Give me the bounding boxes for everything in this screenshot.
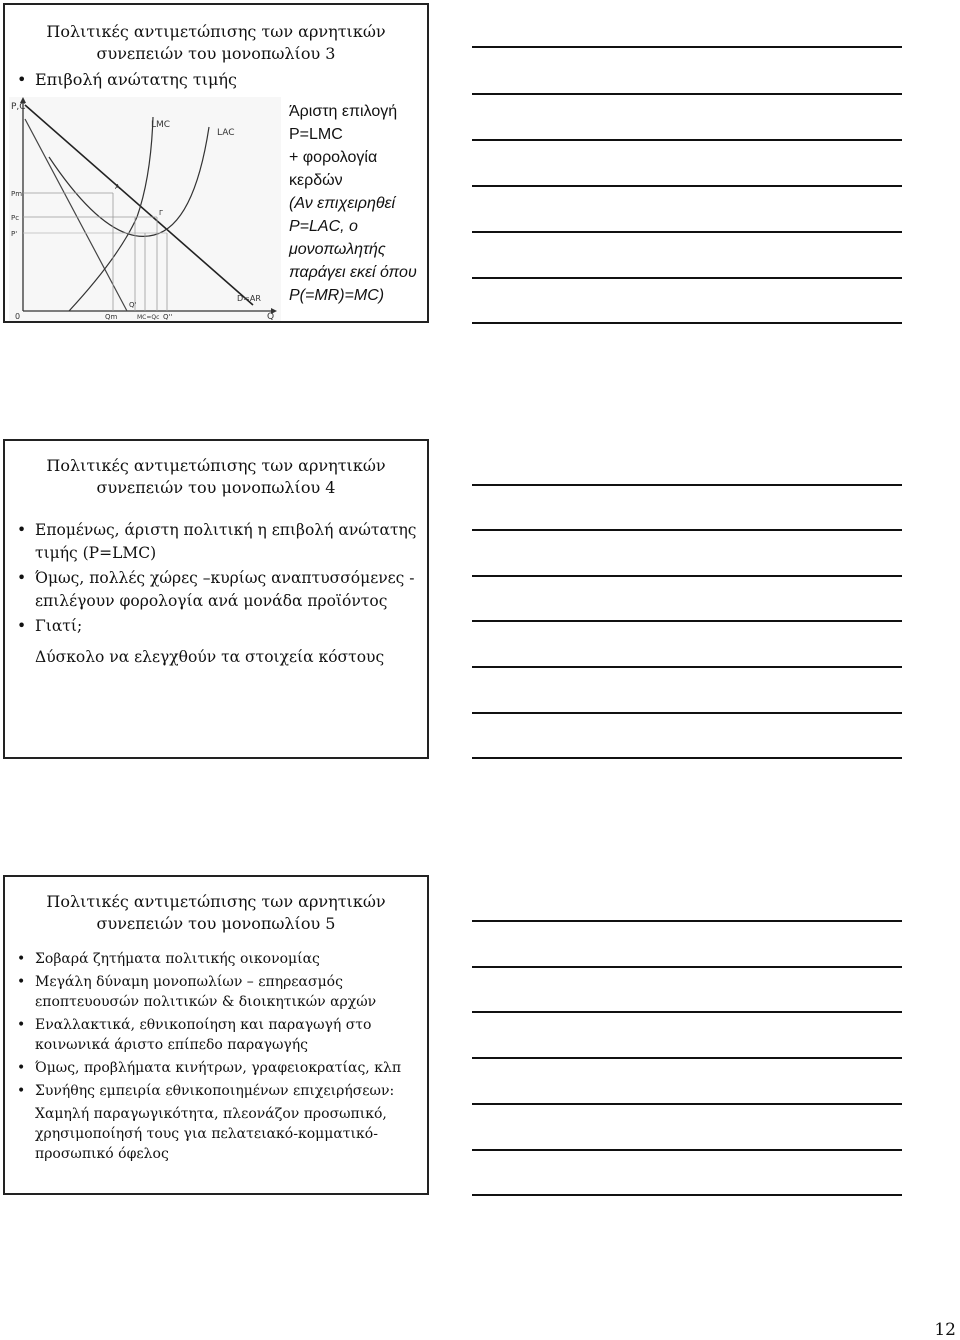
bullet-list: [15, 69, 419, 91]
bullet-item: • Σοβαρά ζητήματα πολιτικής οικονομίας: [15, 949, 419, 969]
p1-label: P': [11, 230, 18, 238]
note-line: [472, 139, 902, 141]
note-line: [472, 185, 902, 187]
qc-label: MC=Qc: [137, 314, 160, 321]
slide-title: [5, 21, 427, 65]
note-line: [472, 46, 902, 48]
qm-label: Qm: [105, 313, 118, 321]
note-line: [472, 484, 902, 486]
title-line-1: Πολιτικές αντιμετώπισης των αρνητικών: [46, 892, 386, 911]
title-line-2: συνεπειών του μονοπωλίου 5: [96, 914, 336, 933]
slide-2: [3, 439, 429, 759]
title-line-1: Πολιτικές αντιμετώπισης των αρνητικών: [46, 22, 386, 41]
bullet-item: • Γιατί;: [15, 615, 419, 638]
note-line: [472, 322, 902, 324]
monopoly-cost-graph: [9, 97, 281, 321]
note-line: [472, 1011, 902, 1013]
axis-q-label: Q: [267, 312, 275, 321]
note-line: [472, 529, 902, 531]
note-text: Χαμηλή παραγωγικότητα, πλεονάζον προσωπικό, χρησιμοποίησή τους για πελατειακό-κομματικό-προσωπικό όφελος: [35, 1106, 387, 1162]
title-line-1: Πολιτικές αντιμετώπισης των αρνητικών: [46, 456, 386, 475]
note-text: Δύσκολο να ελεγχθούν τα στοιχεία κόστους: [35, 648, 385, 666]
pm-label: Pm: [11, 190, 23, 198]
note-line: [472, 757, 902, 759]
note-line: [472, 93, 902, 95]
note-line: [472, 666, 902, 668]
bullet-list: [15, 519, 419, 671]
side-annotation: Άριστη επιλογή P=LMC + φορολογία κερδών (Αν επιχειρηθεί P=LAC, ο μονοπωλητής παράγει εκεί όπου P(=MR)=MC): [289, 103, 417, 304]
bullet-item: • Όμως, προβλήματα κινήτρων, γραφειοκρατίας, κλπ: [15, 1058, 419, 1078]
note-line: [472, 1149, 902, 1151]
note-line: [472, 1057, 902, 1059]
q1-label: Q': [129, 301, 137, 309]
note-line: [472, 1103, 902, 1105]
title-line-2: συνεπειών του μονοπωλίου 4: [96, 478, 336, 497]
bullet-list: [15, 949, 419, 1167]
pc-label: Pc: [11, 214, 20, 222]
lmc-label: LMC: [151, 120, 171, 130]
page-number: 12: [934, 1320, 956, 1340]
lac-label: LAC: [217, 128, 235, 138]
note-line: [472, 277, 902, 279]
note-line: [472, 712, 902, 714]
note-line: [472, 575, 902, 577]
note-line: [472, 920, 902, 922]
slide-title: [5, 891, 427, 935]
bullet-item: • Συνήθης εμπειρία εθνικοποιημένων επιχειρήσεων:: [15, 1081, 419, 1101]
note-line: [472, 1194, 902, 1196]
bullet-item: • Μεγάλη δύναμη μονοπωλίων – επηρεασμός εποπτευουσών πολιτικών & διοικητικών αρχών: [15, 972, 419, 1012]
note-line: [472, 231, 902, 233]
slide-title: [5, 455, 427, 499]
note-line: [472, 966, 902, 968]
note-line: [472, 620, 902, 622]
q2-label: Q'': [163, 313, 173, 321]
axis-p-label: P,C: [11, 102, 26, 112]
bullet-item: • Επιβολή ανώτατης τιμής: [15, 69, 419, 91]
point-g-label: Γ: [159, 209, 163, 217]
slide-1: [3, 3, 429, 323]
slide-3: [3, 875, 429, 1195]
origin-label: 0: [15, 312, 21, 321]
bullet-item: • Επομένως, άριστη πολιτική η επιβολή ανώτατης τιμής (P=LMC): [15, 519, 419, 565]
bullet-item: • Εναλλακτικά, εθνικοποίηση και παραγωγή στο κοινωνικά άριστο επίπεδο παραγωγής: [15, 1015, 419, 1055]
point-a-label: A: [115, 183, 120, 191]
demand-label: D=AR: [237, 294, 261, 303]
title-line-2: συνεπειών του μονοπωλίου 3: [96, 44, 336, 63]
bullet-item: • Όμως, πολλές χώρες –κυρίως αναπτυσσόμενες - επιλέγουν φορολογία ανά μονάδα προϊόντος: [15, 567, 419, 613]
